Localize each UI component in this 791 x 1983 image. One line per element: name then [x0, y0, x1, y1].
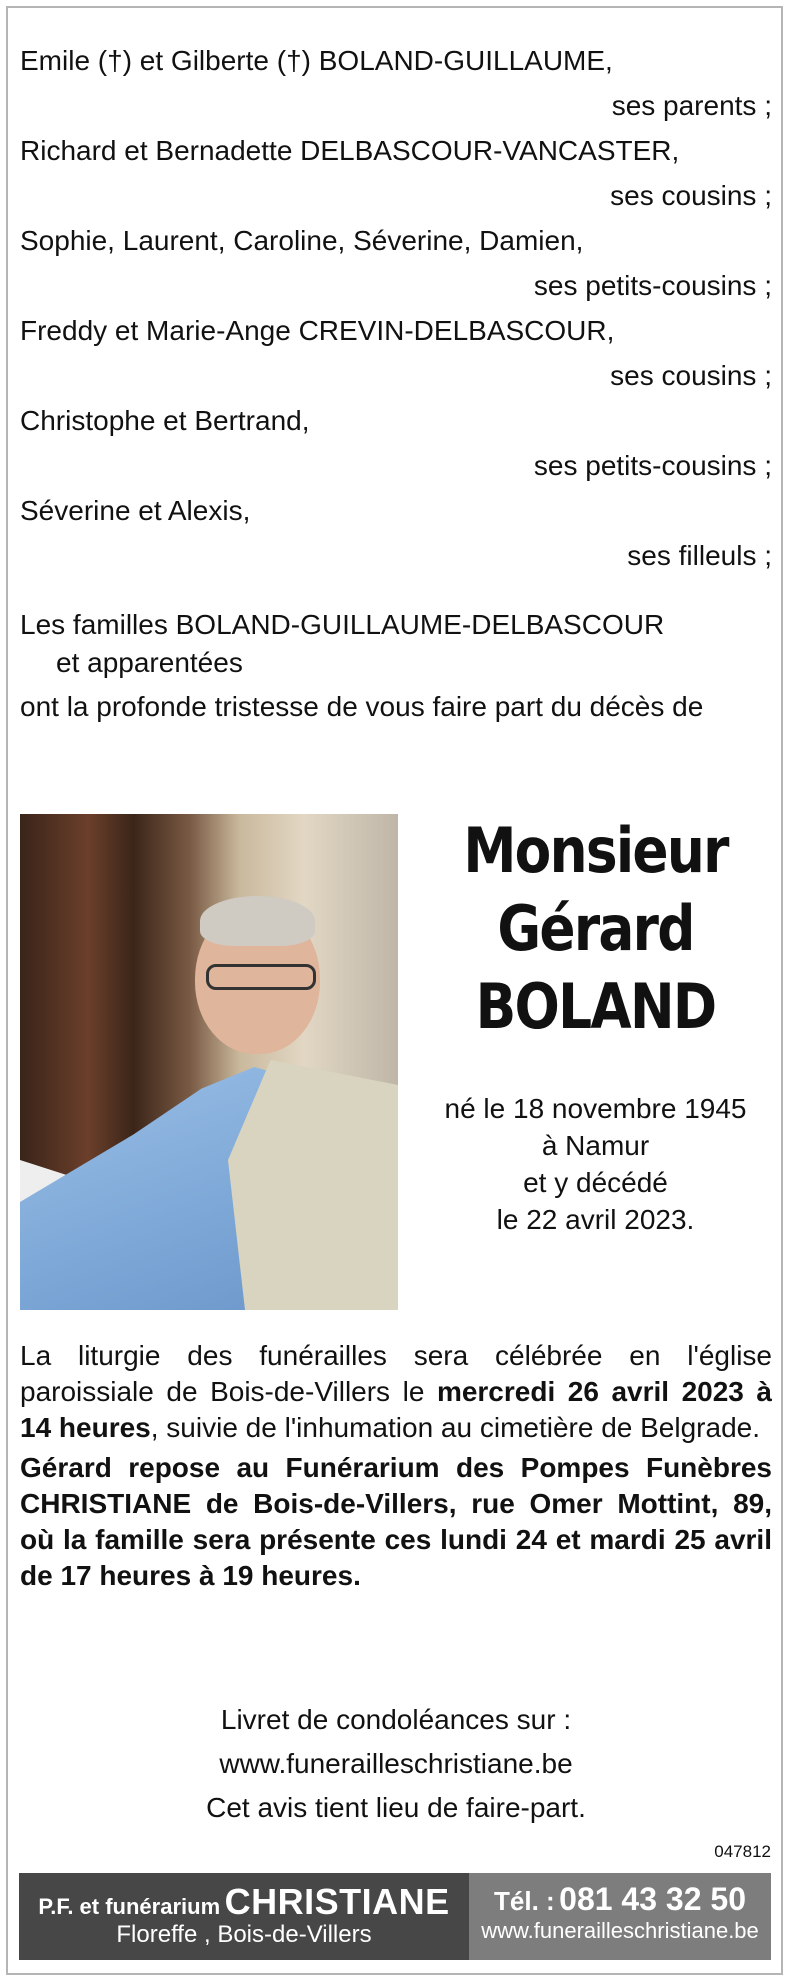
- deceased-name: [443, 812, 748, 1046]
- deceased-title: Monsieur: [463, 814, 728, 887]
- deceased-first-name: Gérard: [497, 892, 694, 965]
- deceased-dates: [418, 1090, 773, 1238]
- ceremony-date: mercredi 26 avril 2023 à 14 heures: [20, 1376, 772, 1443]
- ceremony-part1: La liturgie des funérailles sera célébrée en l'église paroissiale de Bois-de-Villers le: [20, 1340, 772, 1407]
- deceased-last-name: BOLAND: [475, 970, 716, 1043]
- relative-names: Freddy et Marie-Ange CREVIN-DELBASCOUR,: [20, 315, 615, 346]
- ceremony-part2: , suivie de l'inhumation au cimetière de Belgrade.: [150, 1412, 760, 1443]
- relative-names: Sophie, Laurent, Caroline, Séverine, Damien,: [20, 225, 584, 256]
- funeral-home-banner: [19, 1873, 771, 1960]
- relative-relation: ses petits-cousins ;: [533, 450, 772, 481]
- relative-relation: ses cousins ;: [610, 180, 772, 211]
- reference-number: 047812: [714, 1842, 771, 1861]
- ceremony-text: [20, 1338, 772, 1446]
- families-line: Les familles BOLAND-GUILLAUME-DELBASCOUR: [20, 609, 665, 640]
- relative-names: Christophe et Bertrand,: [20, 405, 310, 436]
- condolences: [20, 1698, 772, 1830]
- footer-website[interactable]: www.funerailleschristiane.be: [481, 1918, 759, 1943]
- footer-tel[interactable]: 081 43 32 50: [559, 1881, 746, 1917]
- footer-prefix: P.F. et funérarium: [38, 1894, 221, 1919]
- relatives-list: [20, 38, 772, 725]
- birth-date: né le 18 novembre 1945: [444, 1093, 747, 1124]
- footer-brand: CHRISTIANE: [224, 1881, 450, 1922]
- relative-names: Séverine et Alexis,: [20, 495, 251, 526]
- funeral-home-contact: [469, 1873, 771, 1960]
- relative-relation: ses parents ;: [611, 90, 772, 121]
- birth-place: à Namur: [541, 1130, 650, 1161]
- footer-tel-label: Tél. :: [494, 1886, 555, 1916]
- footer-locations: Floreffe , Bois-de-Villers: [116, 1921, 372, 1948]
- condolences-note: Cet avis tient lieu de faire-part.: [206, 1792, 586, 1823]
- relative-relation: ses petits-cousins ;: [533, 270, 772, 301]
- death-prefix: et y décédé: [523, 1167, 668, 1198]
- announcement-text: ont la profonde tristesse de vous faire part du décès de: [20, 691, 704, 722]
- relative-relation: ses cousins ;: [610, 360, 772, 391]
- spacer: [20, 578, 772, 606]
- condolences-intro: Livret de condoléances sur :: [220, 1704, 572, 1735]
- relative-names: Richard et Bernadette DELBASCOUR-VANCASTER,: [20, 135, 680, 166]
- deceased-photo: [20, 814, 398, 1310]
- death-date: le 22 avril 2023.: [496, 1204, 695, 1235]
- relative-names: Emile (†) et Gilberte (†) BOLAND-GUILLAUME,: [20, 45, 613, 76]
- funeral-home-name: [19, 1873, 469, 1960]
- ceremony-info: [20, 1338, 772, 1594]
- condolences-url[interactable]: www.funerailleschristiane.be: [219, 1748, 573, 1779]
- visitation-text: Gérard repose au Funérarium des Pompes Funèbres CHRISTIANE de Bois-de-Villers, rue Omer Mottint, 89, où la famille sera présente ces lundi 24 et mardi 25 avril de 17 heures à 19 heures.: [20, 1452, 772, 1591]
- relative-relation: ses filleuls ;: [627, 540, 772, 571]
- families-line-2: et apparentées: [56, 647, 243, 678]
